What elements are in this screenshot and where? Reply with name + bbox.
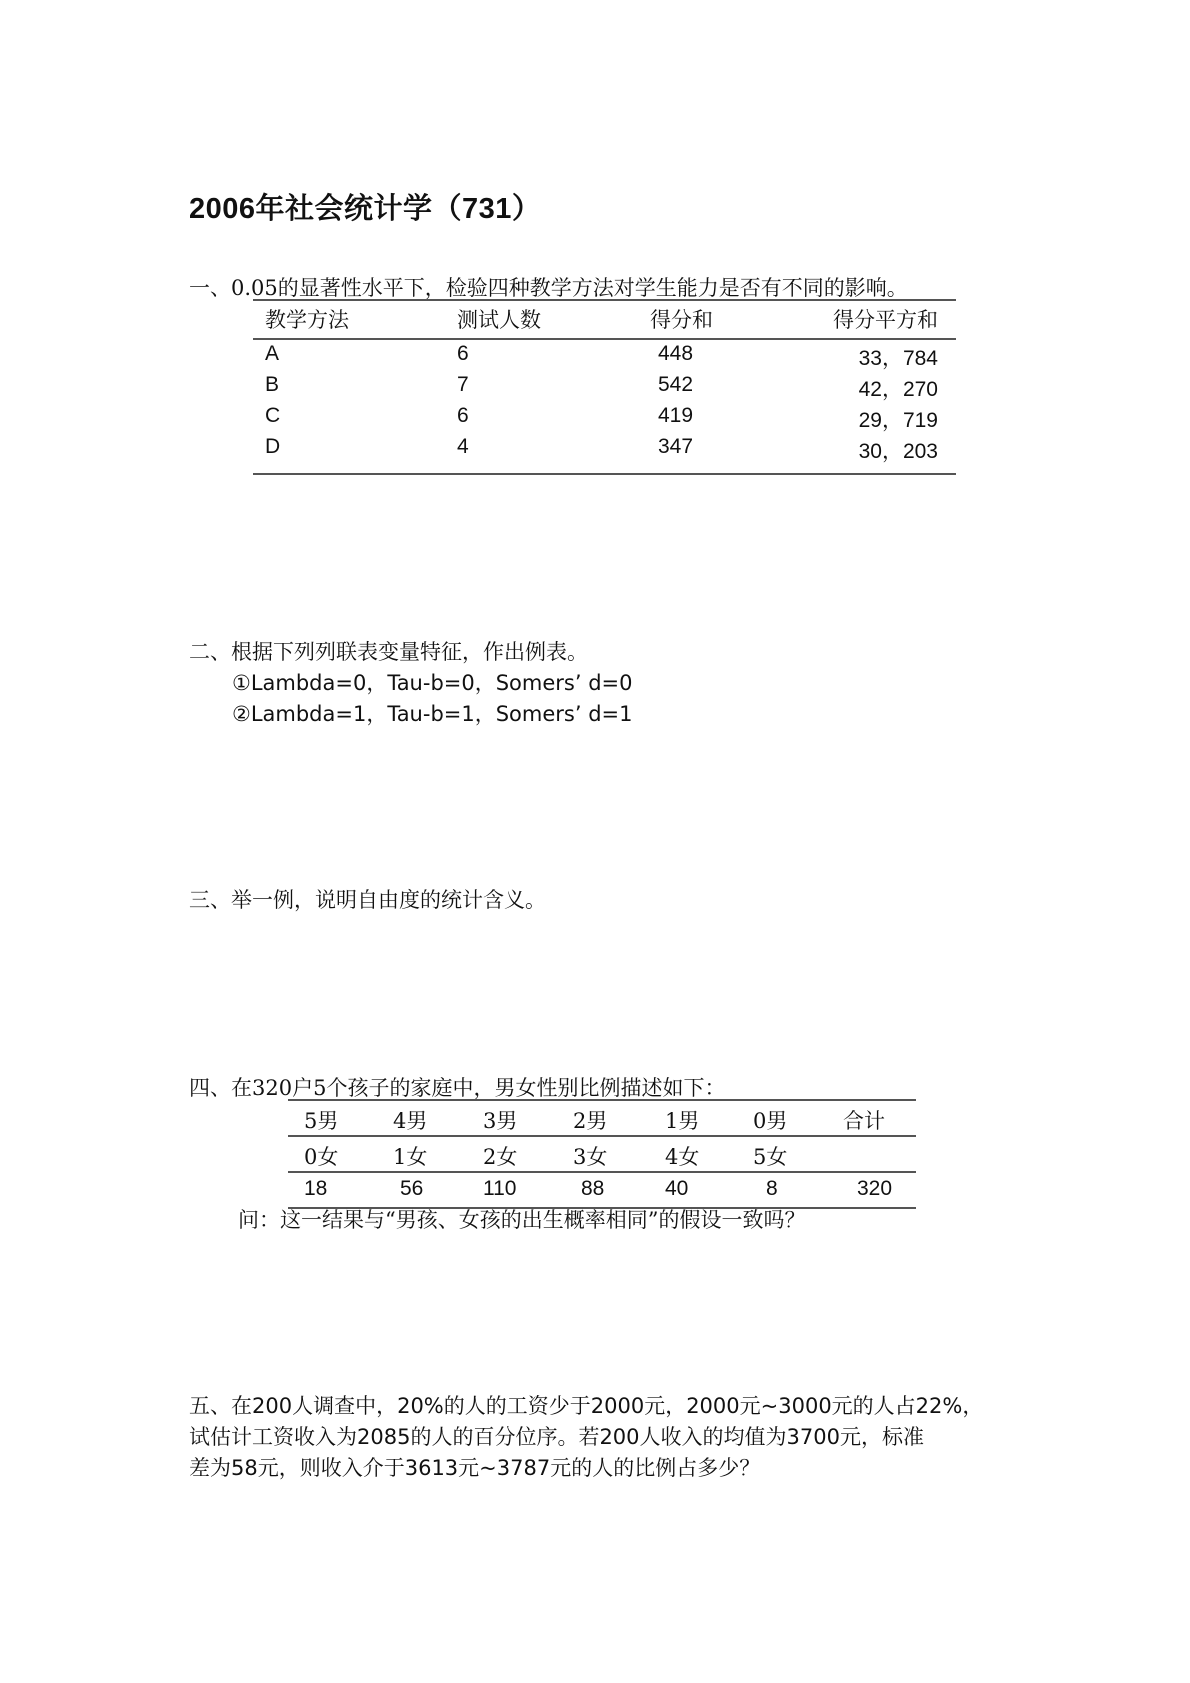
cell-square-sum: 29，719 <box>858 409 938 432</box>
header-score-sum: 得分和 <box>650 308 713 332</box>
cell-girls: 4女 <box>665 1145 700 1169</box>
cell-square-sum: 42，270 <box>858 378 938 401</box>
question-4-ask: 问：这一结果与“男孩、女孩的出生概率相同”的假设一致吗？ <box>238 1208 806 1232</box>
table-row <box>253 373 956 404</box>
question-5-line-1: 五、在200人调查中，20%的人的工资少于2000元，2000元~3000元的人占22%， <box>189 1394 984 1418</box>
cell-sum: 448 <box>658 342 694 365</box>
cell-count: 6 <box>457 404 469 427</box>
cell-girls: 1女 <box>393 1145 428 1169</box>
cell-boys: 1男 <box>665 1109 700 1133</box>
cell-sum: 542 <box>658 373 694 396</box>
cell-method: A <box>265 342 280 365</box>
cell-total: 320 <box>857 1177 893 1200</box>
table1-header-rule <box>253 338 956 340</box>
table1-bottom-rule <box>253 473 956 475</box>
cell-method: B <box>265 373 280 396</box>
table-header-row <box>253 300 956 338</box>
cell-girls: 3女 <box>573 1145 608 1169</box>
cell-boys: 4男 <box>393 1109 428 1133</box>
cell-count: 56 <box>400 1177 424 1200</box>
cell-method: C <box>265 404 281 427</box>
cell-square-sum: 30，203 <box>858 440 938 463</box>
question-2-text: 二、根据下列列联表变量特征，作出例表。 <box>189 640 588 664</box>
table-row-boys <box>288 1099 916 1137</box>
table-row-girls <box>288 1137 916 1173</box>
cell-count: 6 <box>457 342 469 365</box>
table-row <box>253 435 956 466</box>
cell-boys: 3男 <box>483 1109 518 1133</box>
teaching-methods-table <box>253 300 956 466</box>
question-2-item-2: ②Lambda=1，Tau-b=1，Somers’ d=1 <box>232 702 633 726</box>
question-1-text: 一、0.05的显著性水平下，检验四种教学方法对学生能力是否有不同的影响。 <box>189 276 908 300</box>
cell-boys: 5男 <box>304 1109 339 1133</box>
cell-count: 88 <box>581 1177 605 1200</box>
cell-girls: 2女 <box>483 1145 518 1169</box>
cell-girls: 0女 <box>304 1145 339 1169</box>
header-method: 教学方法 <box>265 308 349 332</box>
cell-square-sum: 33，784 <box>858 347 938 370</box>
cell-count: 40 <box>665 1177 689 1200</box>
cell-count: 18 <box>304 1177 328 1200</box>
header-test-count: 测试人数 <box>457 308 541 332</box>
cell-count: 110 <box>483 1177 517 1200</box>
question-5-line-2: 试估计工资收入为2085的人的百分位序。若200人收入的均值为3700元，标准 <box>189 1425 924 1449</box>
table-row <box>253 342 956 373</box>
cell-count: 8 <box>766 1177 778 1200</box>
cell-sum: 419 <box>658 404 694 427</box>
cell-count: 4 <box>457 435 469 458</box>
question-2-item-1: ①Lambda=0，Tau-b=0，Somers’ d=0 <box>232 671 633 695</box>
question-3-text: 三、举一例，说明自由度的统计含义。 <box>189 888 546 912</box>
cell-count: 7 <box>457 373 469 396</box>
table-row <box>253 404 956 435</box>
header-score-square-sum: 得分平方和 <box>833 308 938 332</box>
cell-method: D <box>265 435 281 458</box>
cell-girls: 5女 <box>753 1145 788 1169</box>
page-title: 2006年社会统计学（731） <box>189 193 542 225</box>
cell-boys: 0男 <box>753 1109 788 1133</box>
gender-ratio-table <box>288 1099 916 1209</box>
cell-sum: 347 <box>658 435 694 458</box>
question-5-line-3: 差为58元，则收入介于3613元~3787元的人的比例占多少？ <box>189 1456 761 1480</box>
cell-total-label: 合计 <box>843 1109 885 1133</box>
question-4-text: 四、在320户5个孩子的家庭中，男女性别比例描述如下： <box>189 1076 726 1100</box>
cell-boys: 2男 <box>573 1109 608 1133</box>
